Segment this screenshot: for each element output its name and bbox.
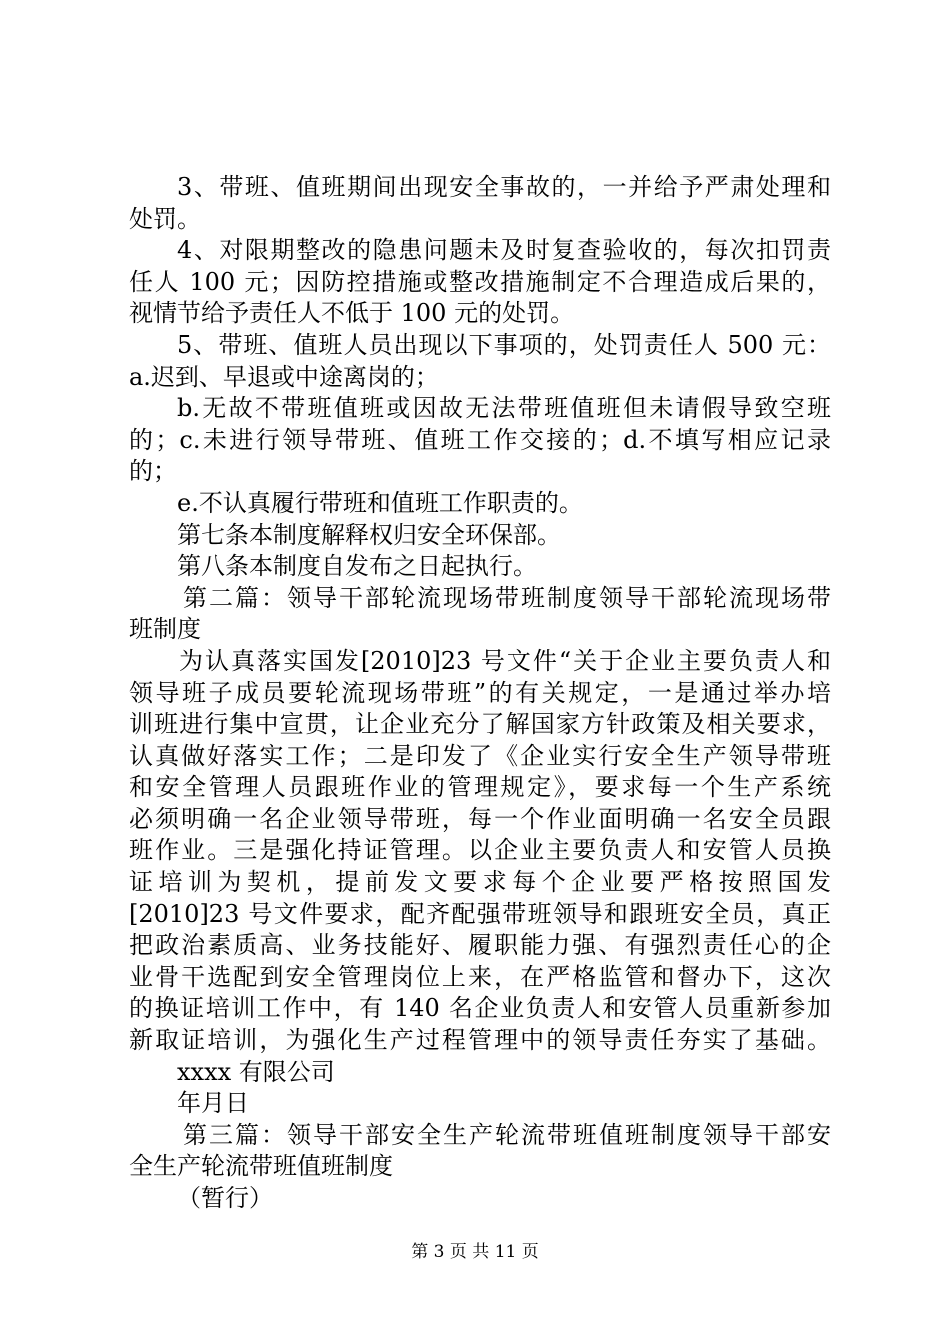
text-line: 业骨干选配到安全管理岗位上来，在严格监管和督办下，这次	[129, 962, 831, 991]
text-line: 认真做好落实工作；二是印发了《企业实行安全生产领导带班	[129, 741, 831, 770]
section-heading: 班制度	[129, 615, 201, 644]
text-line: 为认真落实国发[2010]23 号文件“关于企业主要负责人和	[179, 646, 831, 675]
text-line: 5、带班、值班人员出现以下事项的，处罚责任人 500 元：	[177, 330, 831, 359]
text-line: 3、带班、值班期间出现安全事故的，一并给予严肃处理和	[177, 173, 831, 201]
text-line: b.无故不带班值班或因故无法带班值班但未请假导致空班	[177, 394, 831, 423]
text-line: 训班进行集中宣贯，让企业充分了解国家方针政策及相关要求，	[129, 710, 831, 739]
date-line: 年月日	[177, 1089, 249, 1118]
text-line: a.迟到、早退或中途离岗的；	[129, 362, 439, 391]
text-line: e.不认真履行带班和值班工作职责的。	[177, 488, 583, 517]
text-line: 视情节给予责任人不低于 100 元的处罚。	[129, 299, 575, 328]
text-line: 领导班子成员要轮流现场带班”的有关规定，一是通过举办培	[129, 678, 831, 707]
document-body	[129, 172, 831, 1215]
text-line: 4、对限期整改的隐患问题未及时复查验收的，每次扣罚责	[177, 236, 831, 265]
text-line: 必须明确一名企业领导带班，每一个作业面明确一名安全员跟	[129, 804, 831, 833]
text-line: [2010]23 号文件要求，配齐配强带班领导和跟班安全员，真正	[129, 899, 831, 928]
text-line: 处罚。	[129, 204, 201, 233]
text-line: 的；	[129, 457, 177, 486]
section-heading: 第二篇：领导干部轮流现场带班制度领导干部轮流现场带	[183, 583, 831, 612]
section-heading: 全生产轮流带班值班制度	[129, 1152, 393, 1181]
section-heading: 第三篇：领导干部安全生产轮流带班值班制度领导干部安	[183, 1120, 831, 1149]
text-line: 证培训为契机，提前发文要求每个企业要严格按照国发	[129, 868, 831, 897]
text-line: 新取证培训，为强化生产过程管理中的领导责任夯实了基础。	[129, 1026, 831, 1055]
text-line: 任人 100 元；因防控措施或整改措施制定不合理造成后果的，	[129, 267, 831, 296]
text-line: 的换证培训工作中，有 140 名企业负责人和安管人员重新参加	[129, 994, 831, 1023]
text-line: 和安全管理人员跟班作业的管理规定》，要求每一个生产系统	[129, 773, 831, 802]
page-number: 第 3 页 共 11 页	[411, 1242, 539, 1262]
text-line: 班作业。三是强化持证管理。以企业主要负责人和安管人员换	[129, 836, 831, 865]
text-line: 把政治素质高、业务技能好、履职能力强、有强烈责任心的企	[129, 931, 831, 960]
company-name: xxxx 有限公司	[177, 1057, 335, 1086]
text-line: 第七条本制度解释权归安全环保部。	[177, 520, 561, 549]
text-line: （暂行）	[177, 1184, 273, 1212]
text-line: 的；c.未进行领导带班、值班工作交接的；d.不填写相应记录	[129, 425, 831, 454]
text-line: 第八条本制度自发布之日起执行。	[177, 552, 537, 581]
